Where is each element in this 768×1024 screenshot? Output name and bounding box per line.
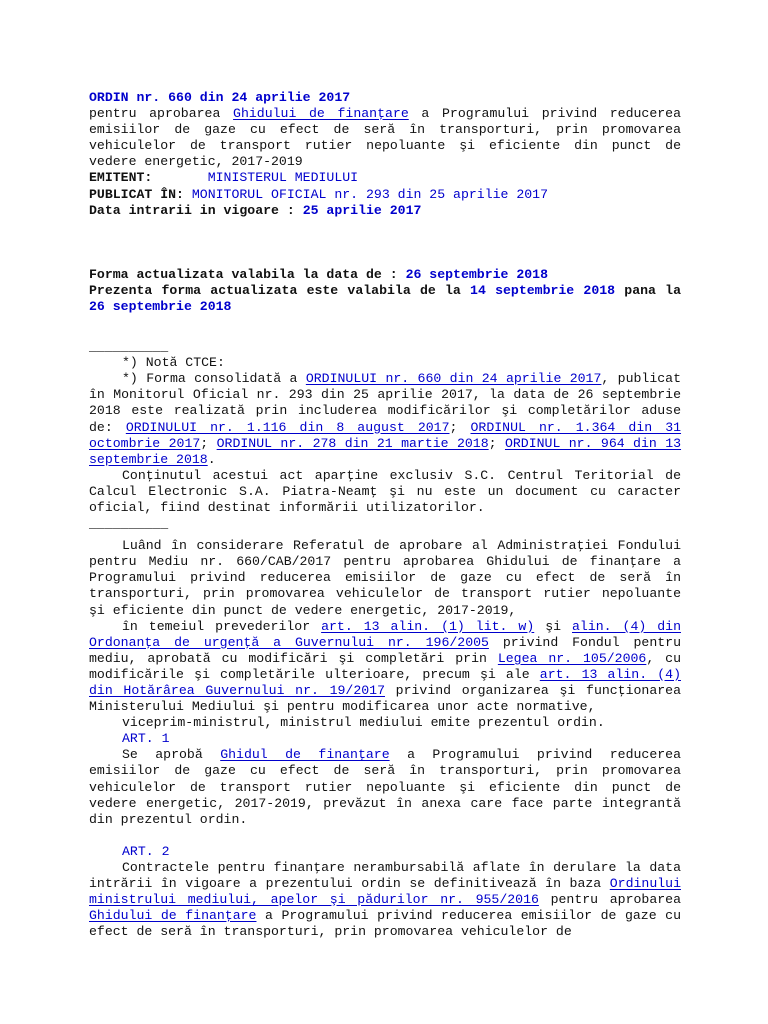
art1-text-b: a Programului privind reducerea emisiilor de gaze cu efect de seră în transporturi, prin promovarea vehiculelor de transport rutier nepoluante şi eficiente din punct de vedere energetic, 2017-2019, prevăzut în anexa care face parte integrantă din prezentul ordin. (89, 747, 681, 827)
art2-heading-link[interactable]: ART. 2 (122, 843, 170, 859)
separator-top: __________ (89, 339, 169, 355)
publicat-line (89, 187, 681, 203)
ordinul-278-link[interactable]: ORDINUL nr. 278 din 21 martie 2018 (216, 435, 489, 451)
art2-text-c: a Programului privind reducerea emisiilor de gaze cu efect de seră în transporturi, prin promovarea vehiculelor de (89, 908, 681, 940)
art2-text (89, 860, 681, 940)
ghidul-link[interactable]: Ghidul de finanţare (220, 747, 390, 763)
ordinul-1116-link[interactable]: ORDINULUI nr. 1.116 din 8 august 2017 (125, 419, 450, 435)
ordinul-964-link[interactable]: ORDINUL nr. 964 din 13 septembrie 2018 (89, 435, 682, 467)
preamble-paragraph-3: viceprim-ministrul, ministrul mediului emite prezentul ordin. (122, 715, 605, 731)
ordin-955-2016-link[interactable]: Ordinului ministrului mediului, apelor şi pădurilor nr. 955/2016 (89, 876, 681, 908)
forma-date-from: 14 septembrie 2018 (470, 282, 616, 298)
forma-line2-a: Prezenta forma actualizata este valabila de la (89, 282, 471, 298)
legea-105-2006-link[interactable]: Legea nr. 105/2006 (497, 650, 647, 666)
art1-text-a: Se aprobă (122, 747, 221, 763)
nota-paragraph-2: Conţinutul acestui act aparţine exclusiv S.C. Centrul Teritorial de Calcul Electronic S.A. Piatra-Neamţ şi nu este un document cu caracter oficial, fiind destinat informării utilizatorilor. (89, 467, 681, 515)
nota-paragraph-1 (89, 371, 681, 468)
art2-heading[interactable] (89, 844, 681, 860)
emitent-label: EMITENT: (89, 170, 153, 186)
nota-title: *) Notă CTCE: (122, 355, 225, 371)
intro-rest: a Programului privind reducerea emisiilor de gaze cu efect de seră în transporturi, prin promovarea vehiculelor de transport rutier nepoluante şi eficiente din punct de vedere energetic, 2017-2019 (89, 106, 681, 170)
art13-alin1-link[interactable]: art. 13 alin. (1) lit. w) (321, 618, 535, 634)
art1-heading-link[interactable]: ART. 1 (122, 731, 170, 747)
ordinul-1364-link[interactable]: ORDINUL nr. 1.364 din 31 octombrie 2017 (89, 419, 682, 451)
preamble-p2-text-b: şi (534, 618, 572, 634)
preamble-p2-text-c: privind Fondul pentru mediu, aprobată cu modificări şi completări prin (89, 634, 681, 666)
nota-p1-end: . (207, 451, 216, 467)
publicat-value: MONITORUL OFICIAL nr. 293 din 25 aprilie 2017 (191, 186, 549, 202)
preamble-p2-text-d: , cu modificările şi completările ulterioare, precum şi ale (89, 650, 682, 682)
forma-date: 26 septembrie 2018 (405, 266, 549, 282)
forma-label: Forma actualizata valabila la data de : (89, 266, 406, 282)
art1-text (89, 747, 681, 827)
forma-date-to: 26 septembrie 2018 (89, 298, 232, 314)
nota-p1-text-a: *) Forma consolidată a (122, 371, 306, 387)
art2-text-b: pentru aprobarea (538, 892, 681, 908)
preamble-p2-text-a: în temeiul prevederilor (122, 618, 322, 634)
intro-prefix: pentru aprobarea (89, 106, 234, 122)
nota-p1-sep2: ; (200, 435, 217, 451)
forma-line1 (89, 267, 681, 283)
separator-bottom: __________ (89, 516, 169, 532)
hg-19-2017-link[interactable]: art. 13 alin. (4) din Hotărârea Guvernului nr. 19/2017 (89, 666, 681, 698)
emitent-value: MINISTERUL MEDIULUI (207, 170, 359, 186)
intrare-value: 25 aprilie 2017 (302, 202, 422, 218)
preamble-p2-text-e: privind organizarea şi funcţionarea Ministerului Mediului şi pentru modificarea unor acte normative, (89, 683, 681, 715)
ghid-link[interactable]: Ghidului de finanţare (233, 106, 409, 122)
document-page (89, 90, 681, 940)
forma-line2 (89, 283, 681, 315)
art1-heading[interactable] (89, 731, 681, 747)
intrare-line (89, 203, 681, 219)
nota-p1-sep1: ; (449, 419, 471, 435)
ordin-intro (89, 106, 681, 170)
ghidului-link-2[interactable]: Ghidului de finanţare (89, 908, 257, 924)
intrare-label: Data intrarii in vigoare : (89, 202, 303, 218)
publicat-label: PUBLICAT ÎN: (89, 186, 184, 202)
emitent-line (89, 170, 681, 186)
art2-text-a: Contractele pentru finanţare nerambursabilă aflate în derulare la data intrării în vigoare a prezentului ordin se definitivează în baza (89, 859, 681, 892)
nota-p1-text-b: , publicat în Monitorul Oficial nr. 293 din 25 aprilie 2017, la data de 26 septembrie 2018 este realizată prin includerea modificărilor şi completărilor aduse de: (89, 371, 681, 435)
forma-line2-b: pana la (615, 282, 682, 298)
preamble-paragraph-1: Luând în considerare Referatul de aprobare al Administraţiei Fondului pentru Mediu nr. 660/CAB/2017 pentru aprobarea Ghidului de finanţare a Programului privind reducerea emisiilor de gaze cu efect de seră în transporturi, prin promovarea vehiculelor de transport rutier nepoluante şi eficiente din punct de vedere energetic, 2017-2019, (89, 538, 681, 618)
preamble-paragraph-2 (89, 619, 681, 716)
nota-p1-sep3: ; (488, 435, 505, 451)
ordin-title: ORDIN nr. 660 din 24 aprilie 2017 (89, 90, 351, 105)
ordinul-660-link[interactable]: ORDINULUI nr. 660 din 24 aprilie 2017 (305, 371, 602, 387)
oug-196-2005-link[interactable]: alin. (4) din Ordonanţa de urgenţă a Guvernului nr. 196/2005 (89, 618, 681, 650)
